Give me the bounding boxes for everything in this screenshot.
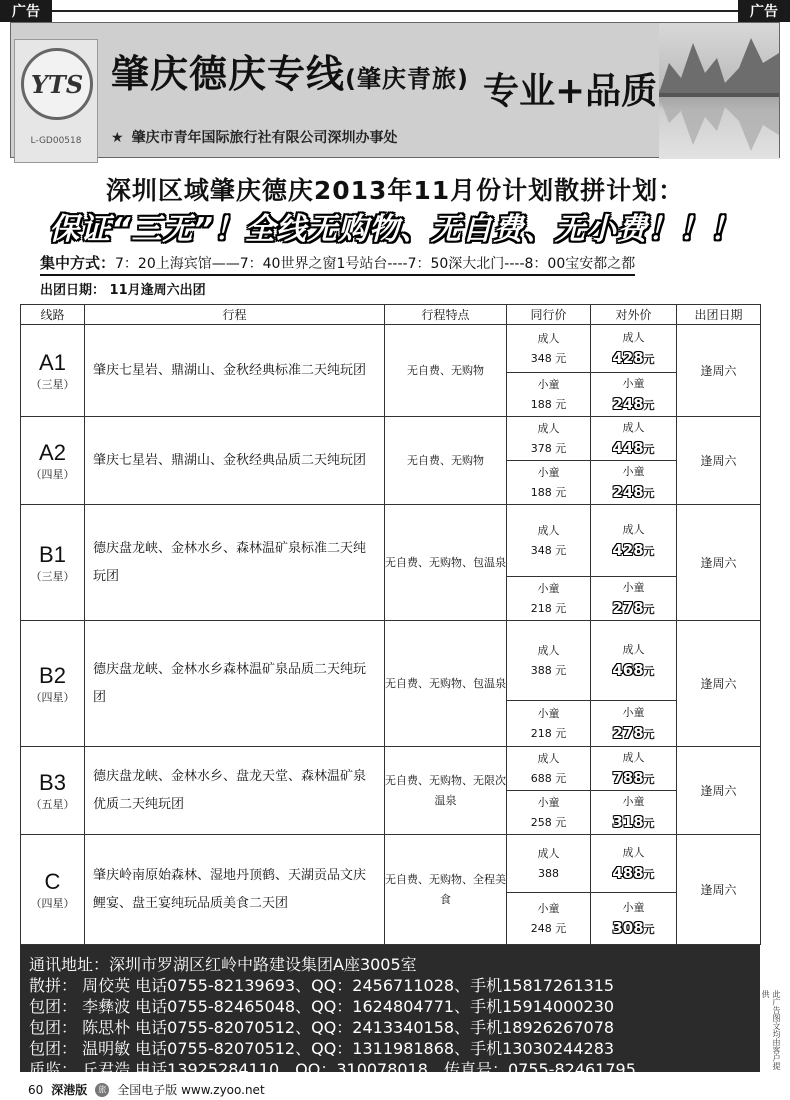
col-header: 线路 <box>21 305 85 325</box>
retail-child-value: 308 <box>612 918 644 937</box>
route-date: 逢周六 <box>677 747 761 835</box>
contact-line: 通讯地址：深圳市罗湖区红岭中路建设集团A座3005室 <box>29 955 417 974</box>
departure-note: 出团日期： 11月逢周六出团 <box>40 283 206 298</box>
peer-adult-value: 388 <box>538 866 559 880</box>
child-label: 小童 <box>537 706 560 720</box>
route-date: 逢周六 <box>677 417 761 505</box>
yuan-unit: 元 <box>643 352 655 366</box>
contact-line: 质监： 丘君浩 电话13925284110、QQ：310078018、传真号：0755-82461795 <box>29 1060 636 1079</box>
top-divider <box>52 10 738 12</box>
logo-emblem: YTS <box>21 48 93 120</box>
peer-child-value: 248 元 <box>530 921 567 935</box>
route-itinerary: 肇庆七星岩、鼎湖山、金秋经典标准二天纯玩团 <box>85 325 385 417</box>
route-date: 逢周六 <box>677 505 761 621</box>
retail-adult-price <box>591 835 677 893</box>
route-date: 逢周六 <box>677 621 761 747</box>
route-date: 逢周六 <box>677 325 761 417</box>
child-label: 小童 <box>537 377 560 391</box>
side-note: 此广告图文均由客户提供 <box>761 990 781 1070</box>
route-code: A1 <box>39 349 66 375</box>
adult-label: 成人 <box>537 523 560 537</box>
route-features: 无自费、无购物、全程美食 <box>385 835 507 945</box>
retail-child-price <box>591 373 677 417</box>
site-link[interactable]: 全国电子版 www.zyoo.net <box>117 1083 265 1097</box>
retail-adult-price <box>591 417 677 461</box>
child-label: 小童 <box>622 900 645 914</box>
ad-label-right: 广告 <box>738 0 790 22</box>
route-itinerary: 德庆盘龙峡、金林水乡、盘龙天堂、森林温矿泉优质二天纯玩团 <box>85 747 385 835</box>
adult-label: 成人 <box>622 522 645 536</box>
route-table <box>20 304 761 945</box>
adult-label: 成人 <box>537 751 560 765</box>
peer-adult-value: 348 元 <box>530 351 567 365</box>
yuan-unit: 元 <box>643 664 655 678</box>
yuan-unit: 元 <box>643 727 655 741</box>
retail-adult-value: 488 <box>612 863 644 882</box>
retail-adult-value: 428 <box>612 348 644 367</box>
route-stars: （四星） <box>30 467 75 481</box>
child-label: 小童 <box>537 901 560 915</box>
header-banner <box>10 22 780 158</box>
table-row <box>21 417 761 461</box>
retail-child-value: 278 <box>612 723 644 742</box>
child-label: 小童 <box>622 794 645 808</box>
route-code-cell <box>21 505 85 621</box>
route-stars: （三星） <box>30 569 75 583</box>
route-itinerary: 肇庆七星岩、鼎湖山、金秋经典品质二天纯玩团 <box>85 417 385 505</box>
route-date: 逢周六 <box>677 835 761 945</box>
contact-line: 包团： 陈思朴 电话0755-82070512、QQ：2413340158、手机18926267078 <box>29 1018 615 1037</box>
contact-line: 包团： 温明敏 电话0755-82070512、QQ：1311981868、手机13030244283 <box>29 1039 615 1058</box>
banner-slogan: 专业+品质 <box>483 70 658 112</box>
route-itinerary: 德庆盘龙峡、金林水乡、森林温矿泉标准二天纯玩团 <box>85 505 385 621</box>
peer-child-price <box>507 461 591 505</box>
adult-label: 成人 <box>622 330 645 344</box>
child-label: 小童 <box>537 581 560 595</box>
edition-badge-icon: 旅 <box>95 1083 109 1097</box>
adult-label: 成人 <box>537 331 560 345</box>
peer-adult-price <box>507 505 591 577</box>
landscape-photo <box>659 23 779 159</box>
banner-title-paren: (肇庆青旅) <box>345 65 469 93</box>
retail-adult-value: 448 <box>612 438 644 457</box>
col-header: 行程特点 <box>385 305 507 325</box>
col-header: 同行价 <box>507 305 591 325</box>
col-header: 行程 <box>85 305 385 325</box>
child-label: 小童 <box>622 464 645 478</box>
peer-child-value: 218 元 <box>530 726 567 740</box>
edition-label: 深港版 <box>51 1083 88 1097</box>
yuan-unit: 元 <box>643 398 655 412</box>
route-code-cell <box>21 621 85 747</box>
peer-adult-value: 378 元 <box>530 441 567 455</box>
table-row <box>21 835 761 893</box>
adult-label: 成人 <box>622 420 645 434</box>
peer-child-price <box>507 577 591 621</box>
table-row <box>21 621 761 701</box>
route-stars: （四星） <box>30 896 75 910</box>
table-header-row <box>21 305 761 325</box>
route-code-cell <box>21 417 85 505</box>
retail-adult-price <box>591 505 677 577</box>
adult-label: 成人 <box>537 846 560 860</box>
route-features: 无自费、无购物、包温泉 <box>385 505 507 621</box>
page-headline: 深圳区域肇庆德庆2013年11月份计划散拼计划： <box>105 176 685 205</box>
retail-child-price <box>591 577 677 621</box>
retail-adult-value: 788 <box>612 768 644 787</box>
child-label: 小童 <box>537 465 560 479</box>
table-row <box>21 325 761 373</box>
peer-adult-price <box>507 325 591 373</box>
route-features: 无自费、无购物、无限次温泉 <box>385 747 507 835</box>
retail-child-price <box>591 893 677 945</box>
route-features: 无自费、无购物 <box>385 417 507 505</box>
retail-child-price <box>591 461 677 505</box>
retail-adult-price <box>591 747 677 791</box>
child-label: 小童 <box>622 580 645 594</box>
peer-child-price <box>507 373 591 417</box>
col-header: 出团日期 <box>677 305 761 325</box>
contact-line: 散拼： 周佼英 电话0755-82139693、QQ：2456711028、手机15817261315 <box>29 976 615 995</box>
table-row <box>21 505 761 577</box>
peer-adult-value: 348 元 <box>530 543 567 557</box>
adult-label: 成人 <box>537 643 560 657</box>
yuan-unit: 元 <box>643 772 655 786</box>
adult-label: 成人 <box>622 750 645 764</box>
peer-adult-price <box>507 835 591 893</box>
peer-child-value: 218 元 <box>530 601 567 615</box>
child-label: 小童 <box>537 795 560 809</box>
route-features: 无自费、无购物、包温泉 <box>385 621 507 747</box>
retail-adult-value: 428 <box>612 540 644 559</box>
yuan-unit: 元 <box>643 442 655 456</box>
peer-child-value: 188 元 <box>530 397 567 411</box>
route-itinerary: 肇庆岭南原始森林、湿地丹顶鹤、天湖贡品文庆鲤宴、盘王宴纯玩品质美食二天团 <box>85 835 385 945</box>
yuan-unit: 元 <box>643 544 655 558</box>
child-label: 小童 <box>622 705 645 719</box>
meeting-label: 集中方式： <box>40 254 116 272</box>
retail-adult-value: 468 <box>612 660 644 679</box>
retail-child-price <box>591 791 677 835</box>
peer-adult-value: 688 元 <box>530 771 567 785</box>
page-footer <box>28 1081 265 1098</box>
adult-label: 成人 <box>622 845 645 859</box>
company-logo <box>14 39 98 163</box>
yuan-unit: 元 <box>643 816 655 830</box>
yuan-unit: 元 <box>643 602 655 616</box>
peer-adult-price <box>507 417 591 461</box>
adult-label: 成人 <box>622 642 645 656</box>
retail-child-value: 248 <box>612 482 644 501</box>
route-stars: （五星） <box>30 797 75 811</box>
route-itinerary: 德庆盘龙峡、金林水乡森林温矿泉品质二天纯玩团 <box>85 621 385 747</box>
route-code: A2 <box>39 439 66 465</box>
peer-child-price <box>507 893 591 945</box>
adult-label: 成人 <box>537 421 560 435</box>
retail-child-value: 278 <box>612 598 644 617</box>
route-code: B1 <box>39 541 66 567</box>
route-code: B3 <box>39 769 66 795</box>
contact-info <box>20 945 760 1079</box>
peer-adult-value: 388 元 <box>530 663 567 677</box>
retail-adult-price <box>591 325 677 373</box>
meeting-text: 7：20上海宾馆——7：40世界之窗1号站台----7：50深大北门----8：00宝安都之都 <box>115 256 636 272</box>
star-icon: ★ <box>111 130 124 146</box>
retail-child-value: 318 <box>612 812 644 831</box>
child-label: 小童 <box>622 376 645 390</box>
guarantee-slogan: 保证“三无”！全线无购物、无自费、无小费！！！ <box>49 212 741 247</box>
peer-adult-price <box>507 747 591 791</box>
retail-adult-price <box>591 621 677 701</box>
retail-child-value: 248 <box>612 394 644 413</box>
col-header: 对外价 <box>591 305 677 325</box>
meeting-points <box>40 252 635 276</box>
ad-label-left: 广告 <box>0 0 52 22</box>
route-stars: （四星） <box>30 690 75 704</box>
route-features: 无自费、无购物 <box>385 325 507 417</box>
banner-title-main: 肇庆德庆专线 <box>111 52 346 96</box>
peer-child-value: 258 元 <box>530 815 567 829</box>
yuan-unit: 元 <box>643 922 655 936</box>
yuan-unit: 元 <box>643 867 655 881</box>
route-code-cell <box>21 747 85 835</box>
banner-subtitle <box>111 127 398 147</box>
logo-license: L-GD00518 <box>30 136 82 146</box>
route-stars: （三星） <box>30 377 75 391</box>
route-code-cell <box>21 835 85 945</box>
yuan-unit: 元 <box>643 486 655 500</box>
contact-line: 包团： 李彝波 电话0755-82465048、QQ：1624804771、手机15914000230 <box>29 997 615 1016</box>
peer-adult-price <box>507 621 591 701</box>
route-code: B2 <box>39 662 66 688</box>
peer-child-price <box>507 791 591 835</box>
table-row <box>21 747 761 791</box>
retail-child-price <box>591 701 677 747</box>
route-code: C <box>44 868 61 894</box>
banner-title <box>111 43 469 98</box>
page-number: 60 <box>28 1082 44 1097</box>
company-name: 肇庆市青年国际旅行社有限公司深圳办事处 <box>131 130 398 146</box>
peer-child-value: 188 元 <box>530 485 567 499</box>
route-code-cell <box>21 325 85 417</box>
peer-child-price <box>507 701 591 747</box>
